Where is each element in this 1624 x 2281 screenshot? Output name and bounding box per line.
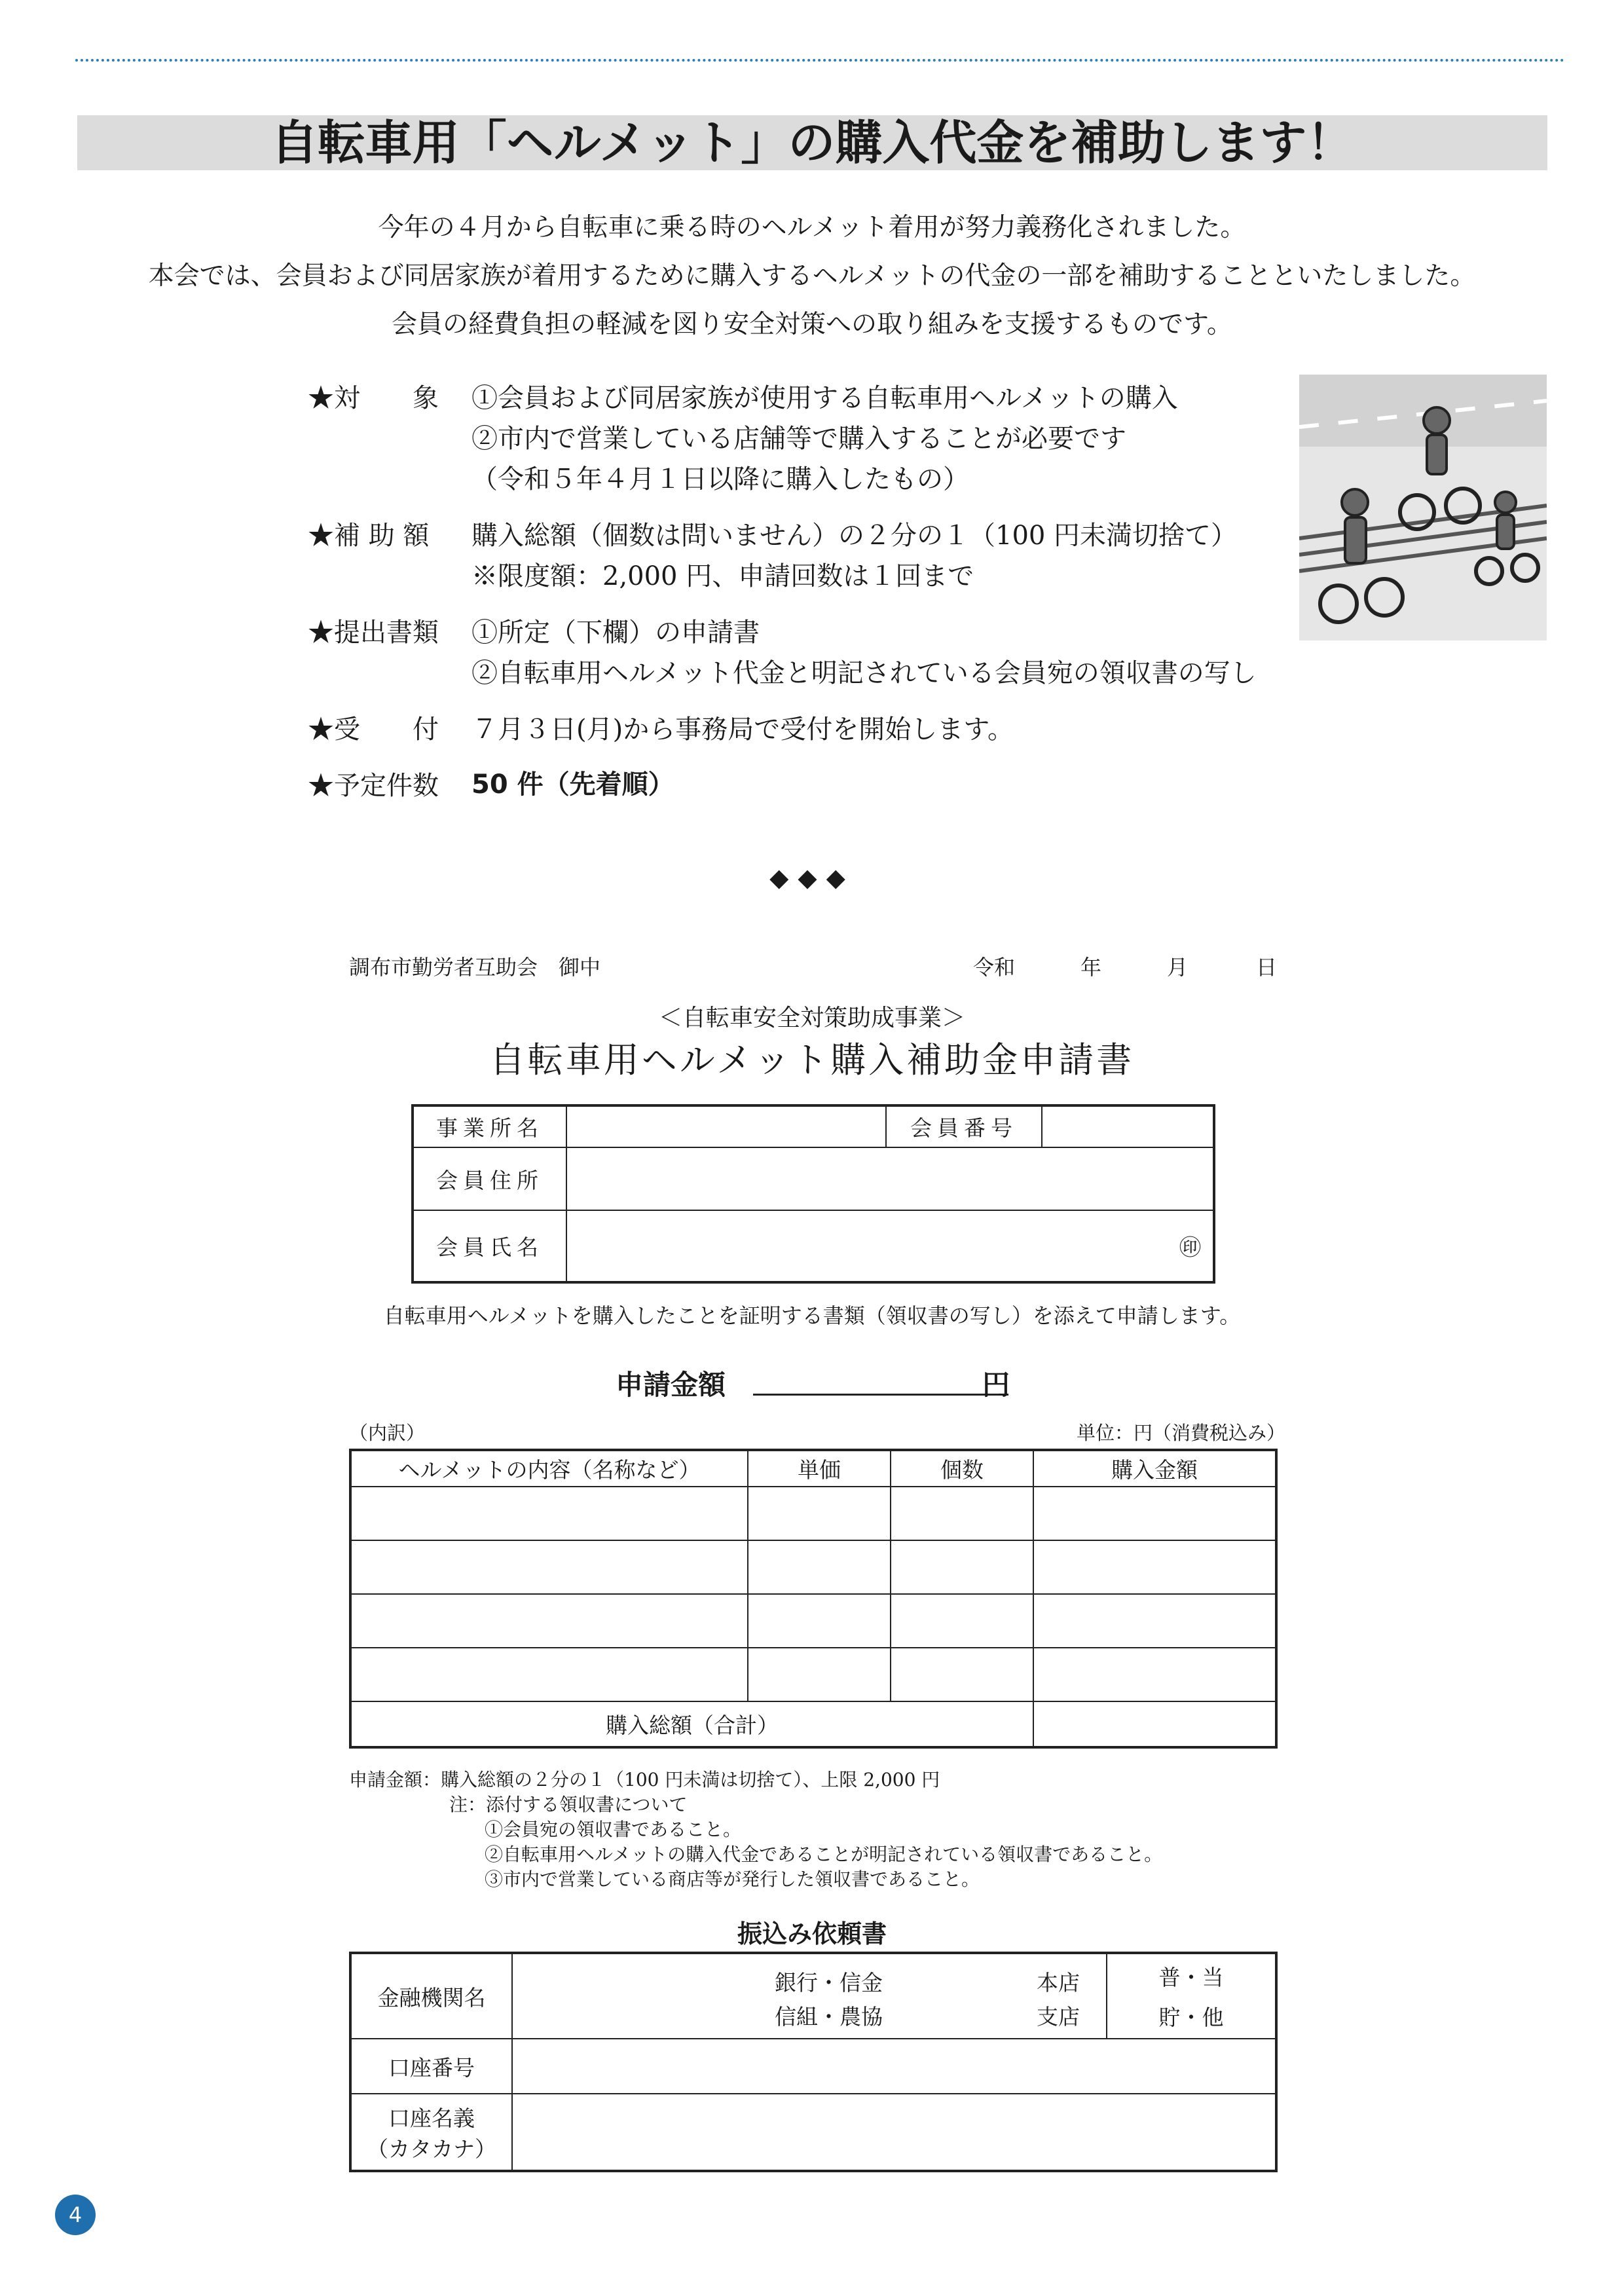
office-name-field[interactable]	[566, 1105, 886, 1147]
footnote-5: ③市内で営業している商店等が発行した領収書であること。	[485, 1868, 980, 1890]
breakdown-table	[349, 1449, 1278, 1749]
docs-item-2: ②自転車用ヘルメット代金と明記されている会員宛の領収書の写し	[471, 658, 1257, 688]
form-title: 自転車用ヘルメット購入補助金申請書	[489, 1039, 1135, 1081]
cyclists-illustration-svg	[1299, 375, 1547, 640]
member-number-field[interactable]	[1042, 1105, 1214, 1147]
member-info-table	[411, 1104, 1215, 1284]
member-address-field[interactable]	[566, 1147, 1214, 1210]
col-price-header: 単価	[748, 1450, 891, 1487]
docs-item-1: ①所定（下欄）の申請書	[471, 618, 760, 648]
qty-cell[interactable]	[891, 1487, 1033, 1540]
attachment-note: 自転車用ヘルメットを購入したことを証明する書類（領収書の写し）を添えて申請します。	[383, 1303, 1241, 1328]
date-year: 年	[1080, 955, 1102, 980]
footnote-2: 注：添付する領収書について	[449, 1794, 688, 1815]
content-cell[interactable]	[350, 1594, 748, 1648]
table-row	[350, 1540, 1276, 1594]
col-total-header: 購入金額	[1033, 1450, 1276, 1487]
table-row	[350, 1487, 1276, 1540]
date-day: 日	[1256, 955, 1278, 980]
qty-cell[interactable]	[891, 1594, 1033, 1648]
footnote-3: ①会員宛の領収書であること。	[485, 1819, 742, 1840]
separator-diamonds: ◆◆◆	[769, 863, 855, 892]
transfer-table	[349, 1952, 1278, 2172]
account-number-label: 口座番号	[350, 2039, 512, 2094]
date-era: 令和	[973, 955, 1016, 980]
count-item-1: 50 件（先着順）	[471, 770, 674, 800]
price-cell[interactable]	[748, 1648, 891, 1701]
bank-type-1: 銀行・信金	[775, 1970, 883, 1995]
target-item-2: ②市内で営業している店舗等で購入することが必要です	[471, 424, 1126, 454]
addressee: 調布市勤労者互助会 御中	[349, 955, 601, 980]
top-dotted-rule	[75, 59, 1565, 62]
docs-label: ★提出書類	[308, 618, 439, 648]
seal-mark: ㊞	[1179, 1234, 1201, 1260]
bank-label: 金融機関名	[350, 1953, 512, 2039]
amount-label: ★補 助 額	[308, 521, 430, 551]
reception-item-1: ７月３日(月)から事務局で受付を開始します。	[471, 714, 1014, 745]
col-content-header: ヘルメットの内容（名称など）	[350, 1450, 748, 1487]
amount-item-1: 購入総額（個数は問いません）の２分の１（100 円未満切捨て）	[471, 521, 1238, 551]
content-cell[interactable]	[350, 1540, 748, 1594]
breakdown-label: （内訳）	[349, 1422, 426, 1444]
account-type-2: 貯・他	[1158, 2005, 1224, 2030]
target-item-3: （令和５年４月１日以降に購入したもの）	[471, 464, 969, 494]
member-name-label: 会員氏名	[413, 1210, 566, 1282]
price-cell[interactable]	[748, 1487, 891, 1540]
intro-line-1: 今年の４月から自転車に乗る時のヘルメット着用が努力義務化されました。	[378, 213, 1246, 242]
apply-amount-label: 申請金額	[616, 1369, 726, 1401]
apply-amount-unit: 円	[982, 1369, 1010, 1401]
amount-cell[interactable]	[1033, 1487, 1276, 1540]
target-label: ★対 象	[308, 383, 439, 413]
footnote-1: 申請金額：購入総額の２分の１（100 円未満は切捨て）、上限 2,000 円	[349, 1769, 940, 1790]
qty-cell[interactable]	[891, 1540, 1033, 1594]
cyclists-illustration	[1299, 375, 1547, 640]
bank-type-2: 信組・農協	[775, 2004, 883, 2030]
apply-amount-field[interactable]	[753, 1394, 1008, 1396]
member-name-field[interactable]	[566, 1210, 1214, 1282]
account-number-field[interactable]	[512, 2039, 1276, 2094]
transfer-title: 振込み依頼書	[737, 1919, 887, 1948]
total-label: 購入総額（合計）	[350, 1701, 1033, 1747]
member-number-label: 会員番号	[886, 1105, 1042, 1147]
target-item-1: ①会員および同居家族が使用する自転車用ヘルメットの購入	[471, 383, 1178, 413]
branch-main: 本店	[1037, 1970, 1080, 1995]
account-name-field[interactable]	[512, 2094, 1276, 2171]
account-name-label-cell	[350, 2094, 512, 2171]
bank-field[interactable]	[512, 1953, 1107, 2039]
intro-line-2: 本会では、会員および同居家族が着用するために購入するヘルメットの代金の一部を補助することといたしました。	[148, 261, 1476, 291]
office-name-label: 事業所名	[413, 1105, 566, 1147]
member-address-label: 会員住所	[413, 1147, 566, 1210]
table-row	[350, 1648, 1276, 1701]
account-name-label: 口座名義	[388, 2105, 475, 2131]
date-month: 月	[1167, 955, 1189, 980]
qty-cell[interactable]	[891, 1648, 1033, 1701]
amount-cell[interactable]	[1033, 1648, 1276, 1701]
reception-label: ★受 付	[308, 714, 439, 745]
unit-note: 単位：円（消費税込み）	[1077, 1422, 1286, 1444]
footnote-4: ②自転車用ヘルメットの購入代金であることが明記されている領収書であること。	[485, 1844, 1163, 1865]
account-type-1: 普・当	[1158, 1965, 1224, 1990]
intro-line-3: 会員の経費負担の軽減を図り安全対策への取り組みを支援するものです。	[392, 310, 1232, 339]
total-field[interactable]	[1033, 1701, 1276, 1747]
content-cell[interactable]	[350, 1648, 748, 1701]
page-title: 自転車用「ヘルメット」の購入代金を補助します！	[270, 115, 1354, 170]
content-cell[interactable]	[350, 1487, 748, 1540]
account-type-cell[interactable]	[1107, 1953, 1276, 2039]
price-cell[interactable]	[748, 1594, 891, 1648]
account-name-sub: （カタカナ）	[367, 2136, 496, 2162]
count-label: ★予定件数	[308, 771, 439, 801]
amount-item-2: ※限度額：2,000 円、申請回数は１回まで	[471, 561, 974, 591]
branch-sub: 支店	[1037, 2004, 1080, 2030]
page-number: 4	[55, 2195, 96, 2235]
amount-cell[interactable]	[1033, 1540, 1276, 1594]
amount-cell[interactable]	[1033, 1594, 1276, 1648]
table-row	[350, 1594, 1276, 1648]
price-cell[interactable]	[748, 1540, 891, 1594]
col-qty-header: 個数	[891, 1450, 1033, 1487]
form-subtitle: ＜自転車安全対策助成事業＞	[658, 1005, 965, 1031]
